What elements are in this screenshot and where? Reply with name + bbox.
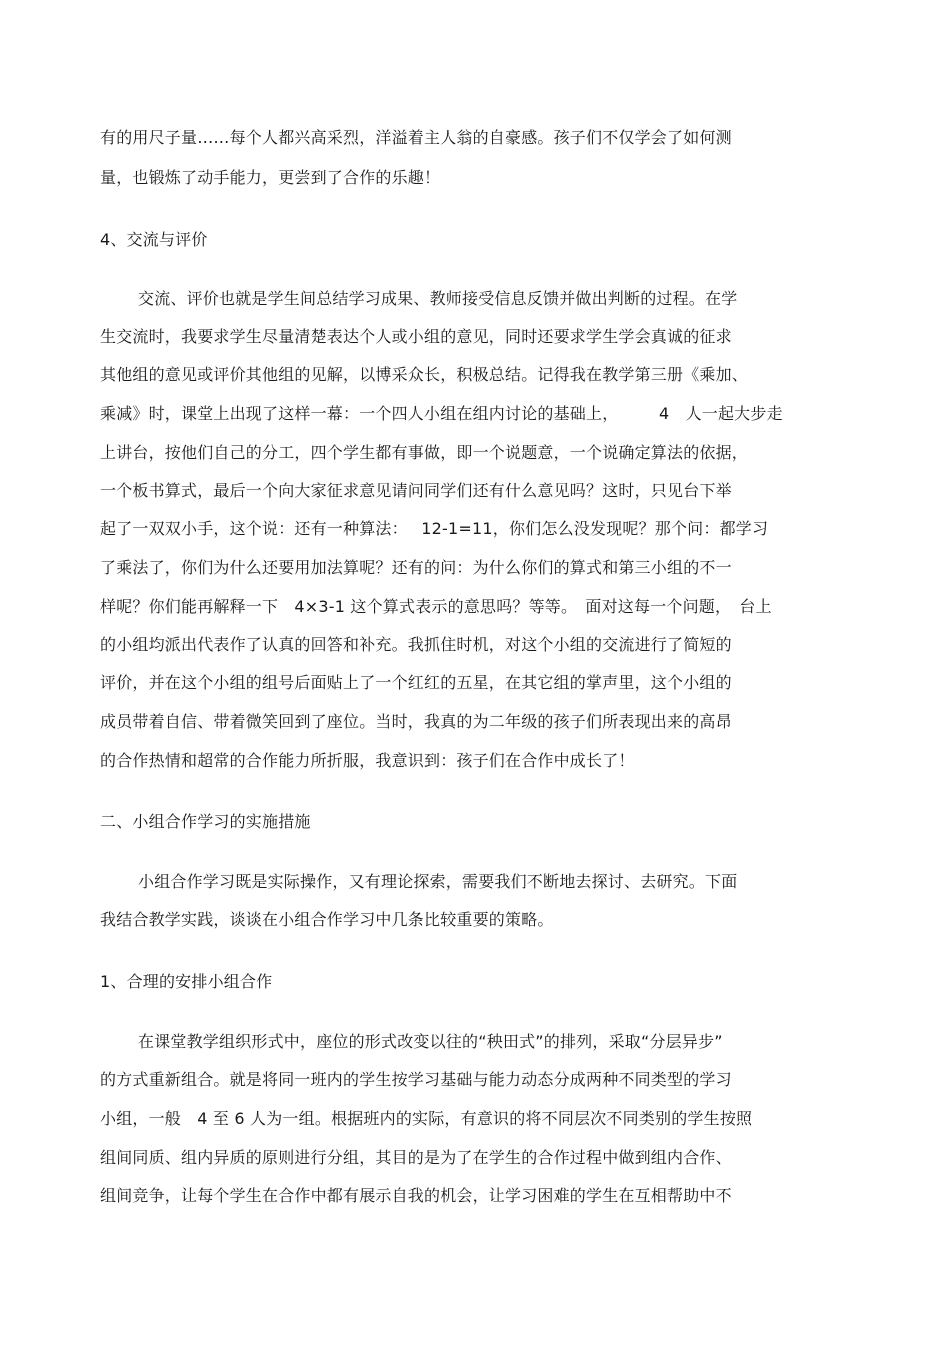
paragraph-first-line: 交流、评价也就是学生间总结学习成果、教师接受信息反馈并做出判断的过程。在学: [138, 289, 738, 308]
body-text-line: 乘减》时，课堂上出现了这样一幕：一个四人小组在组内讨论的基础上， 4 人一起大步走: [100, 404, 783, 423]
body-text-line: 一个板书算式，最后一个向大家征求意见请问同学们还有什么意见吗？这时，只见台下举: [100, 481, 732, 500]
body-text-line: 生交流时，我要求学生尽量清楚表达个人或小组的意见，同时还要求学生学会真诚的征求: [100, 327, 732, 346]
body-text-line: 的方式重新组合。就是将同一班内的学生按学习基础与能力动态分成两种不同类型的学习: [100, 1070, 732, 1089]
paragraph-first-line: 小组合作学习既是实际操作，又有理论探索，需要我们不断地去探讨、去研究。下面: [138, 872, 738, 891]
body-text-line: 组间竞争，让每个学生在合作中都有展示自我的机会，让学习困难的学生在互相帮助中不: [100, 1186, 732, 1205]
section-heading: 二、小组合作学习的实施措施: [100, 812, 311, 831]
body-text-line: 小组，一般 4 至 6 人为一组。根据班内的实际，有意识的将不同层次不同类别的学生按照: [100, 1109, 753, 1128]
body-text-line: 样呢？你们能再解释一下 4×3-1 这个算式表示的意思吗？等等。 面对这每一个问题， 台上: [100, 597, 772, 616]
body-text-line: 了乘法了，你们为什么还要用加法算呢？还有的问：为什么你们的算式和第三小组的不一: [100, 558, 732, 577]
section-heading: 4、交流与评价: [100, 230, 208, 249]
body-text-line: 的合作热情和超常的合作能力所折服，我意识到：孩子们在合作中成长了！: [100, 751, 635, 770]
body-text-line: 其他组的意见或评价其他组的见解，以博采众长，积极总结。记得我在教学第三册《乘加、: [100, 365, 749, 384]
body-text-line: 上讲台，按他们自己的分工，四个学生都有事做，即一个说题意，一个说确定算法的依据，: [100, 443, 749, 462]
body-text-line: 量，也锻炼了动手能力，更尝到了合作的乐趣！: [100, 168, 441, 187]
body-text-line: 有的用尺子量……每个人都兴高采烈，洋溢着主人翁的自豪感。孩子们不仅学会了如何测: [100, 128, 732, 147]
paragraph-first-line: 在课堂教学组织形式中，座位的形式改变以往的“秧田式”的排列，采取“分层异步”: [138, 1032, 723, 1051]
body-text-line: 我结合教学实践，谈谈在小组合作学习中几条比较重要的策略。: [100, 910, 554, 929]
body-text-line: 的小组均派出代表作了认真的回答和补充。我抓住时机，对这个小组的交流进行了简短的: [100, 635, 732, 654]
body-text-line: 组间同质、组内异质的原则进行分组，其目的是为了在学生的合作过程中做到组内合作、: [100, 1148, 732, 1167]
body-text-line: 起了一双双小手，这个说：还有一种算法： 12-1=11，你们怎么没发现呢？那个问：都学习: [100, 519, 769, 538]
section-heading: 1、合理的安排小组合作: [100, 972, 273, 991]
body-text-line: 成员带着自信、带着微笑回到了座位。当时，我真的为二年级的孩子们所表现出来的高昂: [100, 712, 732, 731]
body-text-line: 评价，并在这个小组的组号后面贴上了一个红红的五星，在其它组的掌声里，这个小组的: [100, 673, 732, 692]
